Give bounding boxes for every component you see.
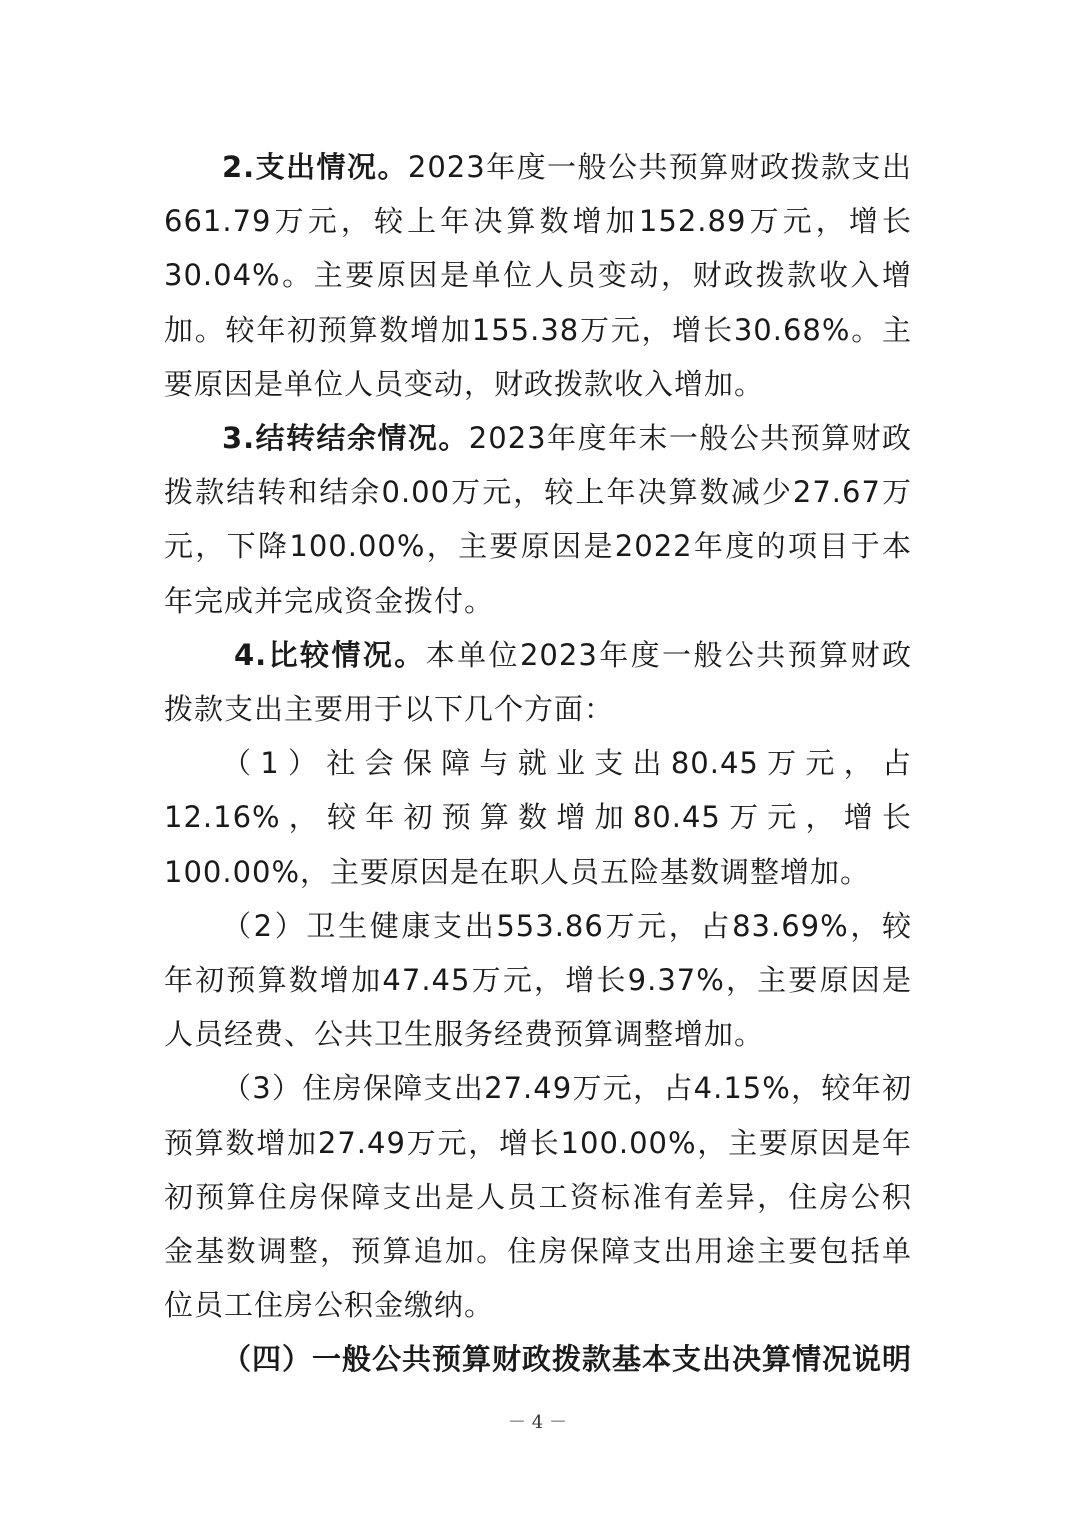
paragraph-lead-expenditure: 2.支出情况。 (222, 150, 408, 184)
paragraph-text-carryover: 2023年度年末一般公共预算财政拨款结转和结余0.00万元，较上年决算数减少27.67万元，下降100.00%，主要原因是2022年度的项目于本年完成并完成资金拨付。 (164, 421, 912, 618)
paragraph-expenditure (164, 140, 912, 411)
paragraph-text-comparison: 本单位2023年度一般公共预算财政拨款支出主要用于以下几个方面： (164, 637, 912, 727)
list-item-social-security: （1）社会保障与就业支出80.45万元，占12.16%，较年初预算数增加80.45万元，增长100.00%，主要原因是在职人员五险基数调整增加。 (164, 746, 912, 889)
paragraph-comparison (164, 628, 912, 736)
paragraph-lead-carryover: 3.结转结余情况。 (222, 421, 469, 456)
list-item-housing: （3）住房保障支出27.49万元，占4.15%，较年初预算数增加27.49万元，增长100.00%，主要原因是年初预算住房保障支出是人员工资标准有差异，住房公积金基数调整，预算追加。住房保障支出用途主要包括单位员工住房公积金缴纳。 (164, 1071, 912, 1323)
paragraph-carryover-balance (164, 411, 912, 628)
document-body (164, 140, 912, 1387)
paragraph-lead-comparison: 4.比较情况。 (234, 637, 426, 672)
page-number: － 4 － (508, 1412, 567, 1433)
section-heading: （四）一般公共预算财政拨款基本支出决算情况说明 (222, 1342, 913, 1377)
paragraph-text-expenditure: 2023年度一般公共预算财政拨款支出661.79万元，较上年决算数增加152.89万元，增长30.04%。主要原因是单位人员变动，财政拨款收入增加。较年初预算数增加155.38万元，增长30.68%。主要原因是单位人员变动，财政拨款收入增加。 (164, 150, 912, 401)
list-item-health: （2）卫生健康支出553.86万元，占83.69%，较年初预算数增加47.45万元，增长9.37%，主要原因是人员经费、公共卫生服务经费预算调整增加。 (164, 908, 912, 1052)
